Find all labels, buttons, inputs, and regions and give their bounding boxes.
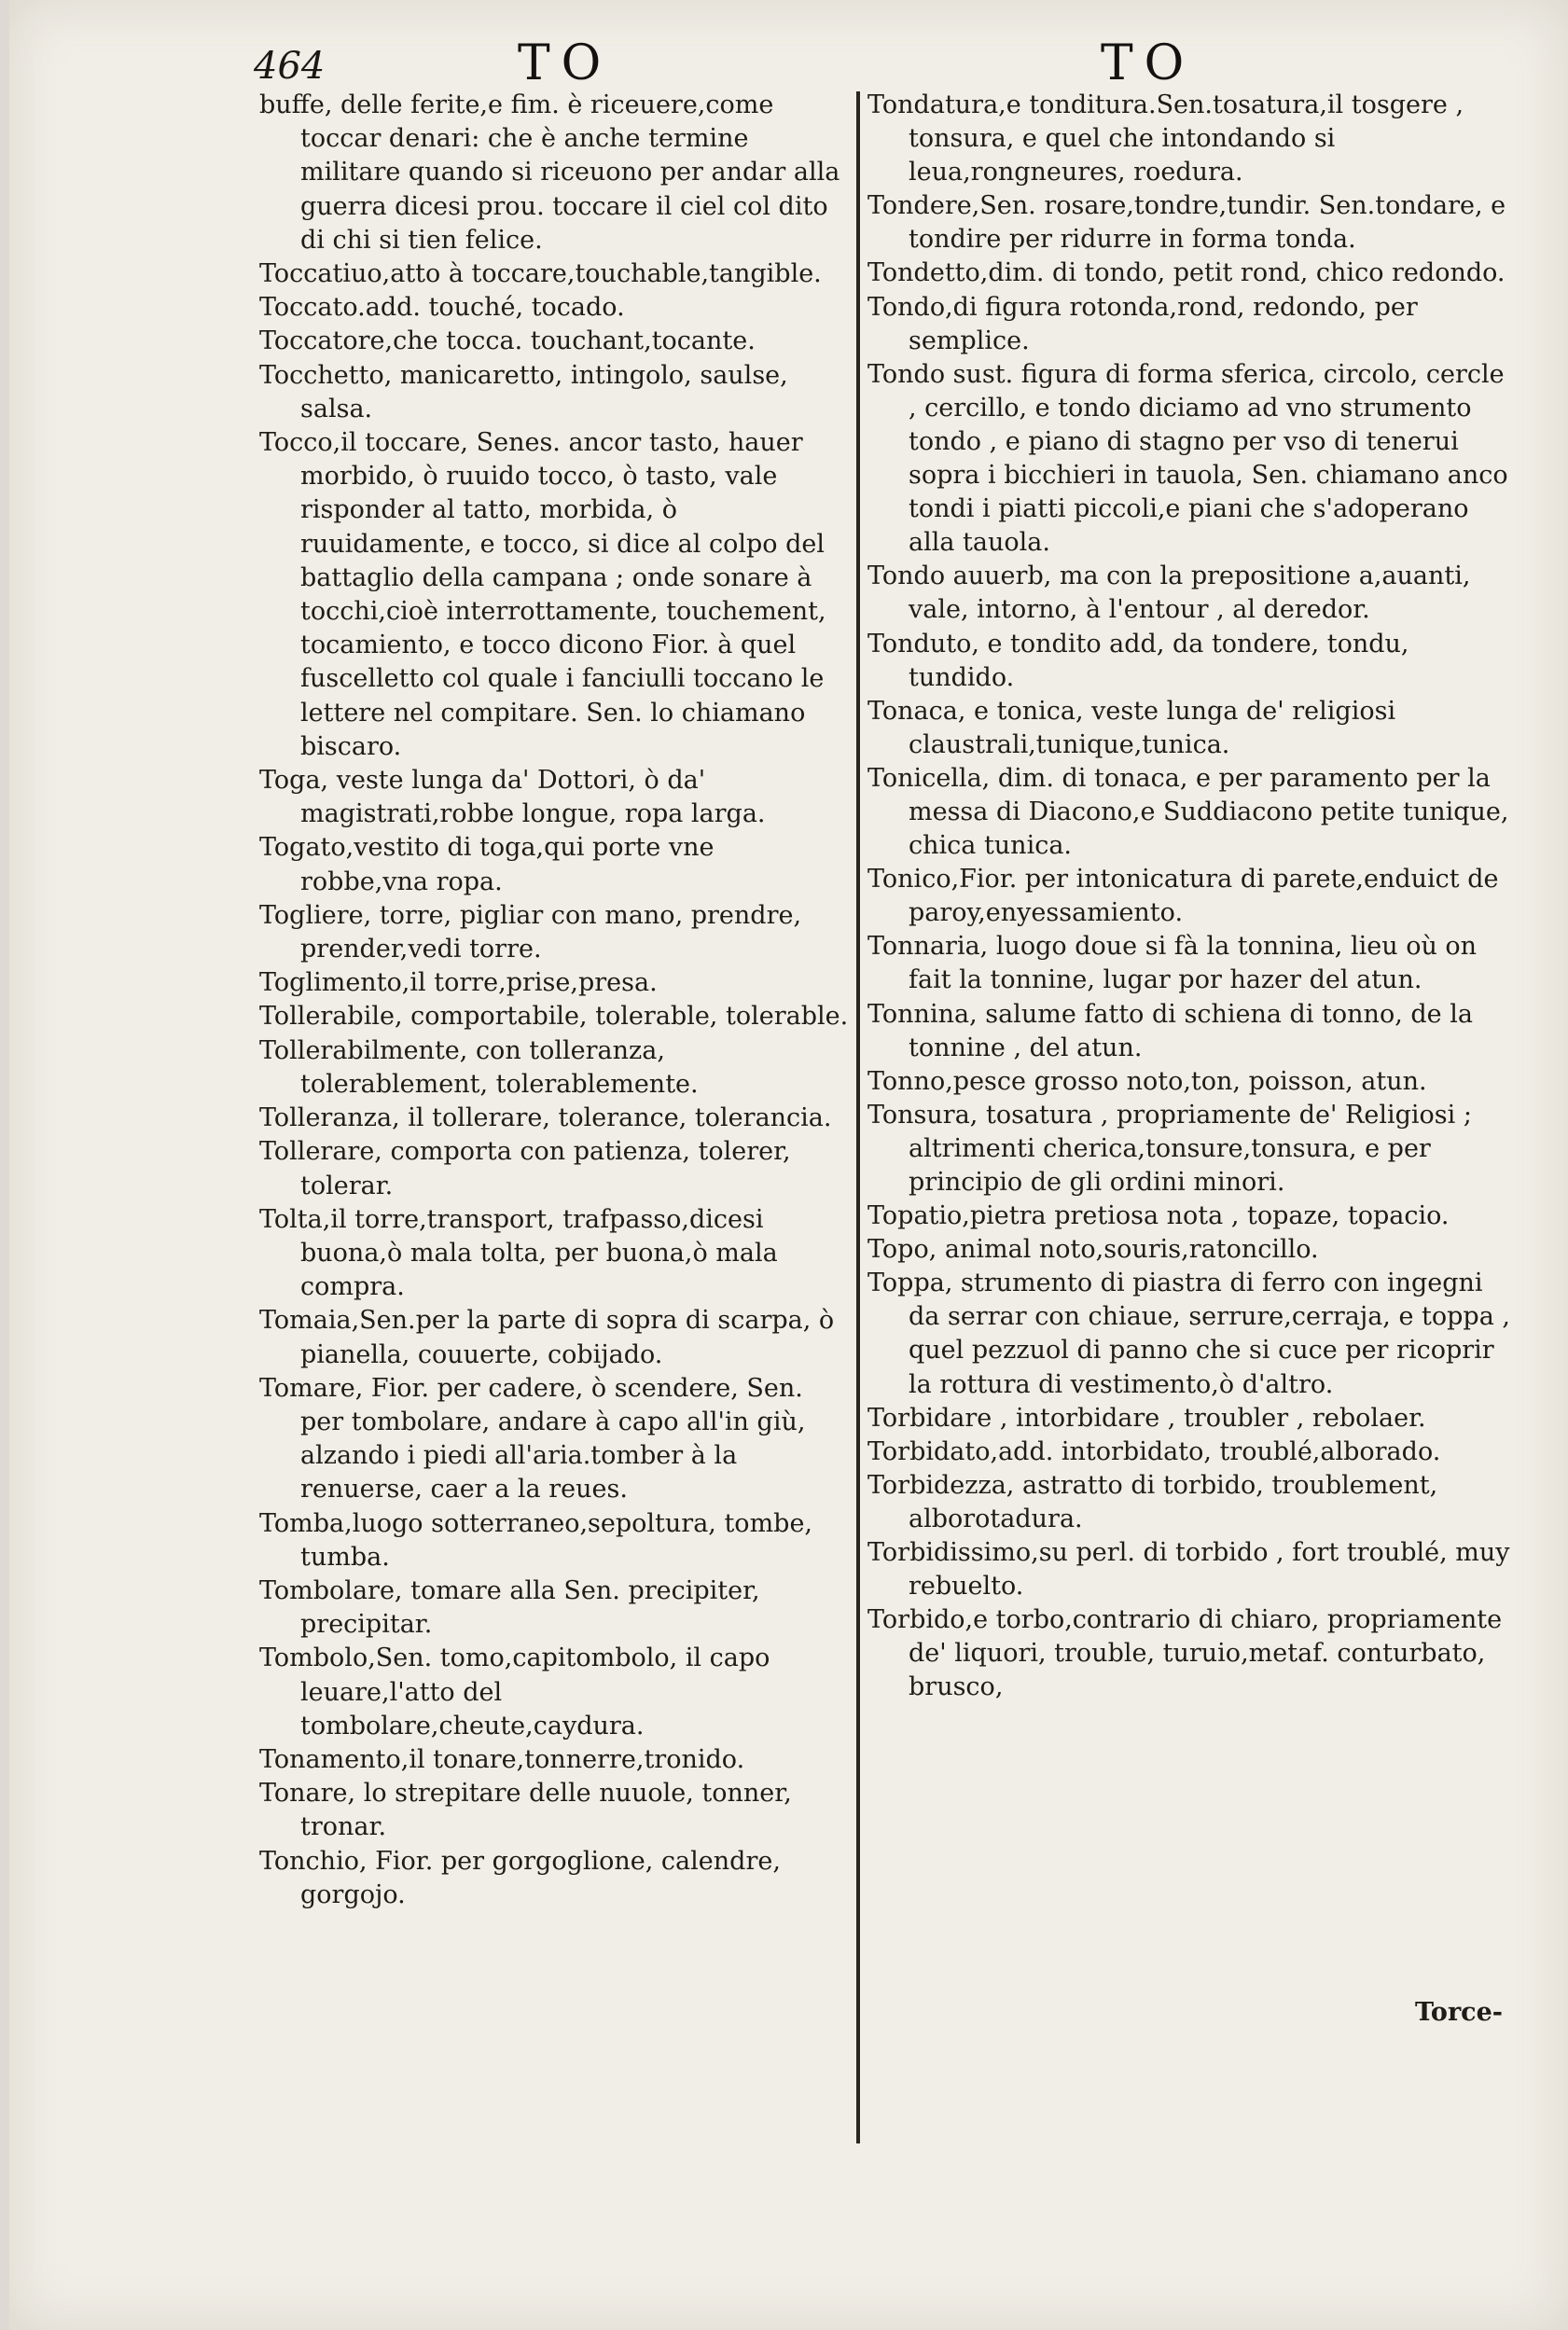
running-headword-right: TO [1101, 35, 1196, 91]
page-header [9, 35, 1568, 91]
running-headword-left: TO [518, 35, 613, 91]
dictionary-entry: Tollerabilmente, con tolleranza, tolerablement, tolerablemente. [259, 1035, 699, 1099]
dictionary-entry: Tollerabile, comportabile, tolerable, tolerable. [259, 1002, 849, 1032]
dictionary-entry: Torbidare , intorbidare , troubler , rebolaer. [867, 1403, 1426, 1433]
dictionary-entry: Tondo auuerb, ma con la prepositione a,auanti, vale, intorno, à l'entour , al deredor. [867, 562, 1471, 625]
left-column [259, 89, 849, 1912]
dictionary-entry: Torbidissimo,su perl. di torbido , fort troublé, muy rebuelto. [867, 1538, 1510, 1602]
dictionary-entry: Toglimento,il torre,prise,presa. [259, 968, 658, 998]
dictionary-entry: Tondo,di figura rotonda,rond, redondo, per semplice. [867, 292, 1418, 355]
dictionary-entry: Tolta,il torre,transport, trafpasso,dicesi buona,ò mala tolta, per buona,ò mala compra. [259, 1204, 778, 1302]
dictionary-entry: Tonnaria, luogo doue si fà la tonnina, lieu où on fait la tonnine, lugar por hazer del atun. [867, 932, 1478, 995]
dictionary-entry: Tollerare, comporta con patienza, tolerer, tolerar. [259, 1137, 791, 1200]
dictionary-entry: Tonsura, tosatura , propriamente de' Religiosi ; altrimenti cherica,tonsure,tonsura, e per principio de gli ordini minori. [867, 1100, 1472, 1197]
dictionary-entry: Tolleranza, il tollerare, tolerance, tolerancia. [259, 1103, 832, 1133]
dictionary-entry: Tondo sust. figura di forma sferica, circolo, cercle , cercillo, e tondo diciamo ad vno strumento tondo , e piano di stagno per vso di tenerui sopra i bicchieri in tauola, Sen. chiamano anco tondi i piatti piccoli,e piani che s'adoperano alla tauola. [867, 359, 1508, 558]
dictionary-entry: Toccatore,che tocca. touchant,tocante. [259, 326, 756, 356]
dictionary-entry: Toccatiuo,atto à toccare,touchable,tangible. [259, 259, 822, 289]
right-column [867, 89, 1516, 1705]
dictionary-entry: Tondere,Sen. rosare,tondre,tundir. Sen.tondare, e tondire per ridurre in forma tonda. [867, 191, 1506, 255]
dictionary-entry: Torbido,e torbo,contrario di chiaro, propriamente de' liquori, trouble, turuio,metaf. conturbato, brusco, [867, 1605, 1503, 1702]
dictionary-entry: buffe, delle ferite,e fim. è riceuere,come toccar denari: che è anche termine militare quando si riceuono per andar alla guerra dicesi prou. toccare il ciel col dito di chi si tien felice. [259, 90, 840, 255]
dictionary-entry: Tombolare, tomare alla Sen. precipiter, precipitar. [259, 1575, 760, 1640]
dictionary-entry: Togato,vestito di toga,qui porte vne robbe,vna ropa. [259, 833, 715, 896]
dictionary-entry: Tonchio, Fior. per gorgoglione, calendre, gorgojo. [259, 1846, 781, 1909]
dictionary-entry: Toccato.add. touché, tocado. [259, 293, 625, 323]
dictionary-entry: Torbidato,add. intorbidato, troublé,alborado. [867, 1436, 1441, 1466]
dictionary-entry: Tonno,pesce grosso noto,ton, poisson, atun. [867, 1066, 1427, 1096]
dictionary-entry: Toga, veste lunga da' Dottori, ò da' magistrati,robbe longue, ropa larga. [259, 766, 766, 829]
dictionary-entry: Tomba,luogo sotterraneo,sepoltura, tombe, tumba. [259, 1508, 813, 1572]
dictionary-entry: Tonicella, dim. di tonaca, e per paramento per la messa di Diacono,e Suddiacono petite tunique, chica tunica. [867, 763, 1509, 861]
dictionary-entry: Tonare, lo strepitare delle nuuole, tonner, tronar. [259, 1779, 792, 1842]
dictionary-entry: Tonnina, salume fatto di schiena di tonno, de la tonnine , del atun. [867, 999, 1473, 1062]
dictionary-entry: Togliere, torre, pigliar con mano, prendre, prender,vedi torre. [259, 900, 802, 964]
dictionary-entry: Topatio,pietra pretiosa nota , topaze, topacio. [867, 1201, 1450, 1231]
dictionary-entry: Toppa, strumento di piastra di ferro con ingegni da serrar con chiaue, serrure,cerraja, e toppa , quel pezzuol di panno che si cuce per ricoprir la rottura di vestimento,ò d'altro. [867, 1269, 1510, 1399]
dictionary-entry: Tombolo,Sen. tomo,capitombolo, il capo leuare,l'atto del tombolare,cheute,caydura. [259, 1643, 770, 1741]
dictionary-entry: Tocco,il toccare, Senes. ancor tasto, hauer morbido, ò ruuido tocco, ò tasto, vale risponder al tatto, morbida, ò ruuidamente, e tocco, si dice al colpo del battaglio della campana ; onde sonare à tocchi,cioè interrottamente, touchement, tocamiento, e tocco dicono Fior. à quel fuscelletto col quale i fanciulli toccano le lettere nel compitare. Sen. lo chiamano biscaro. [259, 428, 826, 761]
dictionary-entry: Tondetto,dim. di tondo, petit rond, chico redondo. [867, 258, 1506, 288]
dictionary-page [9, 0, 1568, 2330]
page-number: 464 [254, 45, 326, 88]
catchword: Torce- [1414, 1998, 1503, 2027]
dictionary-entry: Tocchetto, manicaretto, intingolo, saulse, salsa. [259, 360, 788, 423]
dictionary-entry: Tonico,Fior. per intonicatura di parete,enduict de paroy,enyessamiento. [867, 865, 1499, 928]
dictionary-entry: Tondatura,e tonditura.Sen.tosatura,il tosgere , tonsura, e quel che intondando si leua,rongneures, roedura. [867, 90, 1464, 187]
dictionary-entry: Tonduto, e tondito add, da tondere, tondu, tundido. [867, 629, 1409, 692]
dictionary-entry: Tomaia,Sen.per la parte di sopra di scarpa, ò pianella, couuerte, cobijado. [259, 1306, 835, 1369]
dictionary-entry: Topo, animal noto,souris,ratoncillo. [867, 1235, 1319, 1265]
dictionary-entry: Tomare, Fior. per cadere, ò scendere, Sen. per tombolare, andare à capo all'in giù, alzando i piedi all'aria.tomber à la renuerse, caer a la reues. [259, 1373, 806, 1505]
dictionary-entry: Torbidezza, astratto di torbido, troublement, alborotadura. [867, 1470, 1438, 1533]
dictionary-entry: Tonaca, e tonica, veste lunga de' religiosi claustrali,tunique,tunica. [867, 696, 1396, 759]
dictionary-entry: Tonamento,il tonare,tonnerre,tronido. [259, 1744, 745, 1774]
column-divider [856, 91, 860, 2143]
